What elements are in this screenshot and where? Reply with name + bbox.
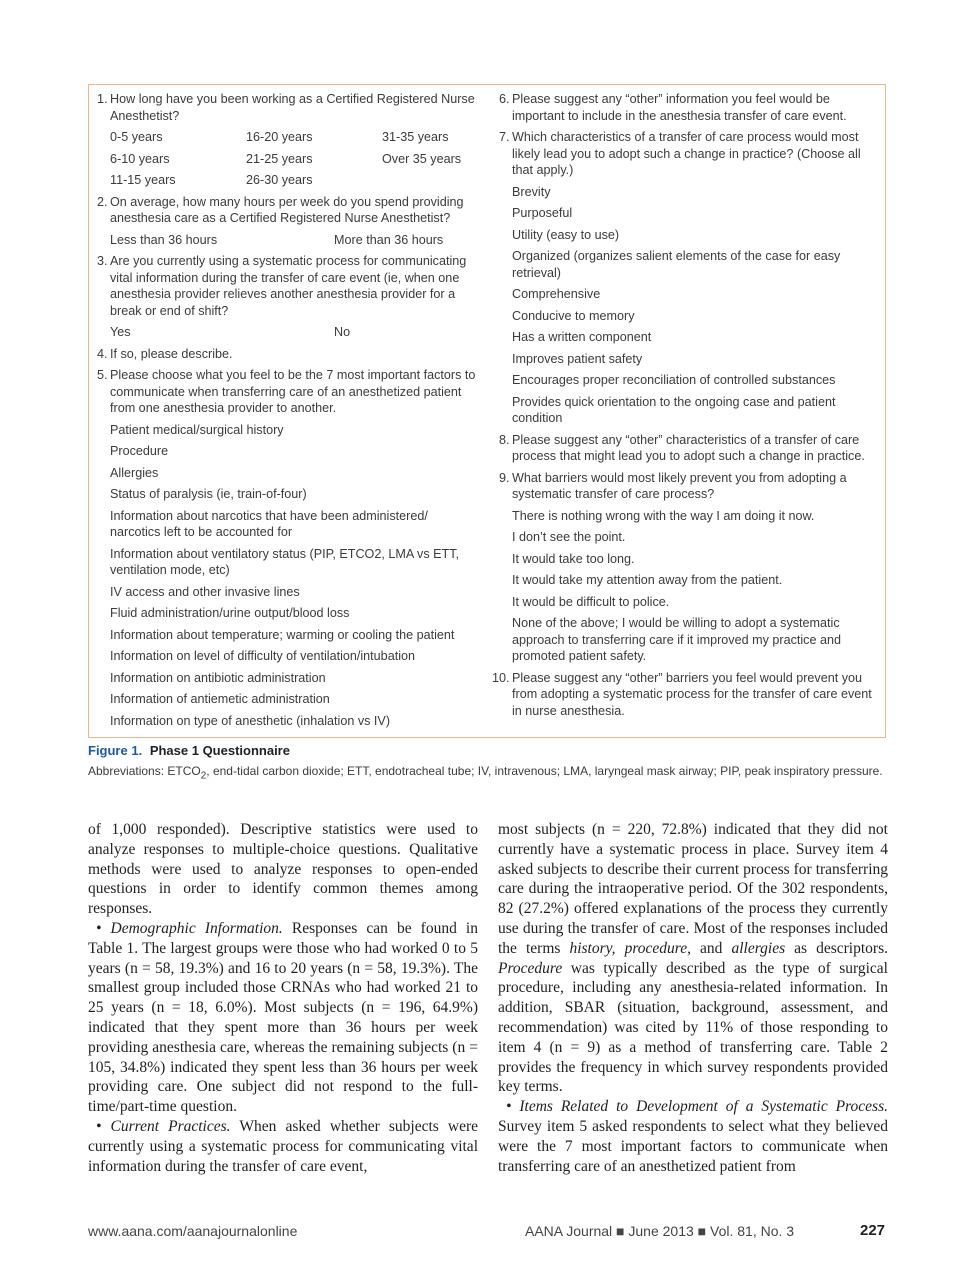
questionnaire-left-column	[97, 91, 479, 734]
option: 21-25 years	[246, 151, 313, 166]
question-4: 4. If so, please describe.	[97, 346, 233, 361]
option: Patient medical/surgical history	[110, 422, 284, 437]
option: Purposeful	[512, 206, 573, 220]
page-number: 227	[860, 1222, 886, 1239]
option: Information about ventilatory status (PIP, ETCO2, LMA vs ETT, ventilation mode, etc)	[110, 546, 460, 577]
option: 31-35 years	[382, 130, 449, 144]
paragraph: most subjects (n = 220, 72.8%) indicated that they did not currently have a systematic process in place. Survey item 4 asked subjects to describe their current process for transferring care during the intraoperative period. Of the 302 respondents, 82 (27.2%) offered explanations of the process they currently use during the transfer of care. Most of the responses included the terms history, procedure, and allergies as descriptors. Procedure was typically described as the type of surgical procedure, including any anesthesia-related information. In addition, SBAR (situation, background, assessment, and recommendation) was cited by 11% of those responding to item 4 (n = 9) as a method of transferring care. Table 2 provides the frequency in which survey respondents provided key terms.	[498, 821, 888, 1096]
option: Organized (organizes salient elements of the case for easy retrieval)	[512, 249, 841, 280]
option: Provides quick orientation to the ongoing case and patient condition	[512, 394, 836, 425]
option: 6-10 years	[110, 151, 170, 166]
option: It would take too long.	[512, 551, 635, 566]
questionnaire-figure	[88, 84, 886, 738]
option: Information of antiemetic administration	[110, 692, 330, 706]
body-column-right	[498, 820, 888, 1176]
question-text: If so, please describe.	[110, 346, 233, 361]
paragraph: • Items Related to Development of a Systematic Process. Survey item 5 asked respondents to select what they believed were the 7 most important factors to communicate when transferring care of an anesthetized patient from	[498, 1098, 888, 1175]
footer-journal-info: AANA Journal ■ June 2013 ■ Vol. 81, No. 3	[525, 1223, 795, 1239]
body-column-left	[88, 820, 478, 1176]
option: It would be difficult to police.	[512, 594, 670, 609]
question-2-options	[110, 232, 479, 249]
option: I don’t see the point.	[512, 530, 626, 544]
question-text: Please suggest any “other” barriers you feel would prevent you from adopting a systematic process for the transfer of care event in nurse anesthesia.	[512, 670, 872, 718]
question-2: 2. On average, how many hours per week do you spend providing anesthesia care as a Certified Registered Nurse Anesthetist?	[97, 194, 464, 225]
option: 16-20 years	[246, 130, 313, 144]
option: Information on level of difficulty of ventilation/intubation	[110, 649, 415, 663]
option: IV access and other invasive lines	[110, 584, 300, 599]
option: Procedure	[110, 444, 169, 458]
question-7: 7. Which characteristics of a transfer of care process would most likely lead you to adopt such a change in practice? (Choose all that apply.)	[499, 130, 861, 177]
paragraph: • Demographic Information. Responses can be found in Table 1. The largest groups were those who had worked 0 to 5 years (n = 58, 19.3%) and 16 to 20 years (n = 58, 19.3%). The smallest group included those CRNAs who had worked 21 to 25 years (n = 18, 6.0%). Most subjects (n = 196, 64.9%) indicated that they spent more than 36 hours per week providing anesthesia care, whereas the remaining subjects (n = 105, 34.8%) indicated they spent less than 36 hours per week providing care. One subject did not respond to the full-time/part-time question.	[88, 919, 478, 1116]
option: Encourages proper reconciliation of controlled substances	[512, 373, 836, 387]
option: Information about temperature; warming or cooling the patient	[110, 627, 455, 642]
option: 26-30 years	[246, 173, 313, 187]
footer-url[interactable]: www.aana.com/aanajournalonline	[88, 1223, 298, 1239]
option: More than 36 hours	[334, 232, 444, 247]
option: 11-15 years	[110, 173, 176, 187]
question-text: Please choose what you feel to be the 7 most important factors to communicate when transferring care of an anesthetized patient from one anesthesia provider to another.	[110, 368, 476, 415]
option: Utility (easy to use)	[512, 227, 620, 242]
option: Less than 36 hours	[110, 232, 218, 247]
question-8: 8. Please suggest any “other” characteristics of a transfer of care process that might lead you to adopt such a change in practice.	[499, 432, 865, 463]
option: Information on type of anesthetic (inhalation vs IV)	[110, 713, 391, 728]
option: Allergies	[110, 465, 159, 480]
question-text: Please suggest any “other” information you feel would be important to include in the anesthesia transfer of care event.	[512, 92, 847, 123]
option: Yes	[110, 325, 131, 339]
question-3: 3. Are you currently using a systematic process for communicating vital information during the transfer of care event (ie, when one anesthesia provider relieves another anesthesia provider for a break or end of shift?	[97, 254, 467, 318]
question-1: 1. How long have you been working as a Certified Registered Nurse Anesthetist?	[97, 92, 475, 123]
figure-abbreviations: Abbreviations: $ETCO_2$, end-tidal carbon dioxide; ETT, endotracheal tube; IV, intravenous; LMA, laryngeal mask airway; PIP, peak inspiratory pressure.	[88, 764, 883, 782]
figure-caption	[88, 743, 888, 758]
paragraph: of 1,000 responded). Descriptive statistics were used to analyze responses to multiple-choice questions. Qualitative methods were used to analyze responses to open-ended questions in order to identify common themes among responses.	[88, 821, 478, 918]
question-6: 6. Please suggest any “other” information you feel would be important to include in the anesthesia transfer of care event.	[499, 92, 847, 123]
option: Conducive to memory	[512, 308, 635, 323]
option: Has a written component	[512, 330, 652, 344]
option: Comprehensive	[512, 287, 601, 301]
section-head: • Current Practices.	[96, 1117, 231, 1135]
option: Fluid administration/urine output/blood loss	[110, 606, 350, 620]
option: There is nothing wrong with the way I am doing it now.	[512, 508, 815, 523]
section-head: • Items Related to Development of a Systematic Process.	[506, 1098, 888, 1116]
question-text: What barriers would most likely prevent you from adopting a systematic transfer of care process?	[512, 470, 847, 501]
figure-label: Figure 1.	[88, 743, 143, 758]
option: Status of paralysis (ie, train-of-four)	[110, 487, 307, 501]
question-text: On average, how many hours per week do you spend providing anesthesia care as a Certified Registered Nurse Anesthetist?	[110, 194, 464, 225]
question-text: Please suggest any “other” characteristics of a transfer of care process that might lead you to adopt such a change in practice.	[512, 432, 865, 463]
question-text: How long have you been working as a Certified Registered Nurse Anesthetist?	[110, 92, 475, 123]
questionnaire-right-column	[492, 91, 879, 724]
question-9: 9. What barriers would most likely prevent you from adopting a systematic transfer of care process?	[499, 470, 847, 501]
option: 0-5 years	[110, 130, 163, 144]
question-text: Are you currently using a systematic process for communicating vital information during the transfer of care event (ie, when one anesthesia provider relieves another anesthesia provider for a break or end of shift?	[110, 254, 467, 318]
question-3-options	[110, 324, 479, 341]
option: Information about narcotics that have been administered/ narcotics left to be accounted for	[110, 508, 428, 539]
option: Over 35 years	[382, 151, 462, 166]
option: None of the above; I would be willing to adopt a systematic approach to transferring care if it improved my practice and promoted patient safety.	[512, 616, 841, 663]
question-1-options	[110, 129, 479, 189]
option: Brevity	[512, 184, 551, 199]
option: Information on antibiotic administration	[110, 670, 326, 685]
question-10: 10. Please suggest any “other” barriers you feel would prevent you from adopting a systematic process for the transfer of care event in nurse anesthesia.	[492, 670, 872, 718]
option: Improves patient safety	[512, 351, 643, 366]
paragraph: • Current Practices. When asked whether subjects were currently using a systematic process for communicating vital information during the transfer of care event,	[88, 1117, 478, 1175]
option: It would take my attention away from the patient.	[512, 573, 783, 587]
option: No	[334, 325, 351, 339]
question-text: Which characteristics of a transfer of care process would most likely lead you to adopt such a change in practice? (Choose all that apply.)	[512, 130, 861, 177]
section-head: • Demographic Information.	[96, 919, 283, 937]
figure-title: Phase 1 Questionnaire	[149, 743, 290, 758]
question-5: 5. Please choose what you feel to be the 7 most important factors to communicate when transferring care of an anesthetized patient from one anesthesia provider to another.	[97, 368, 476, 415]
